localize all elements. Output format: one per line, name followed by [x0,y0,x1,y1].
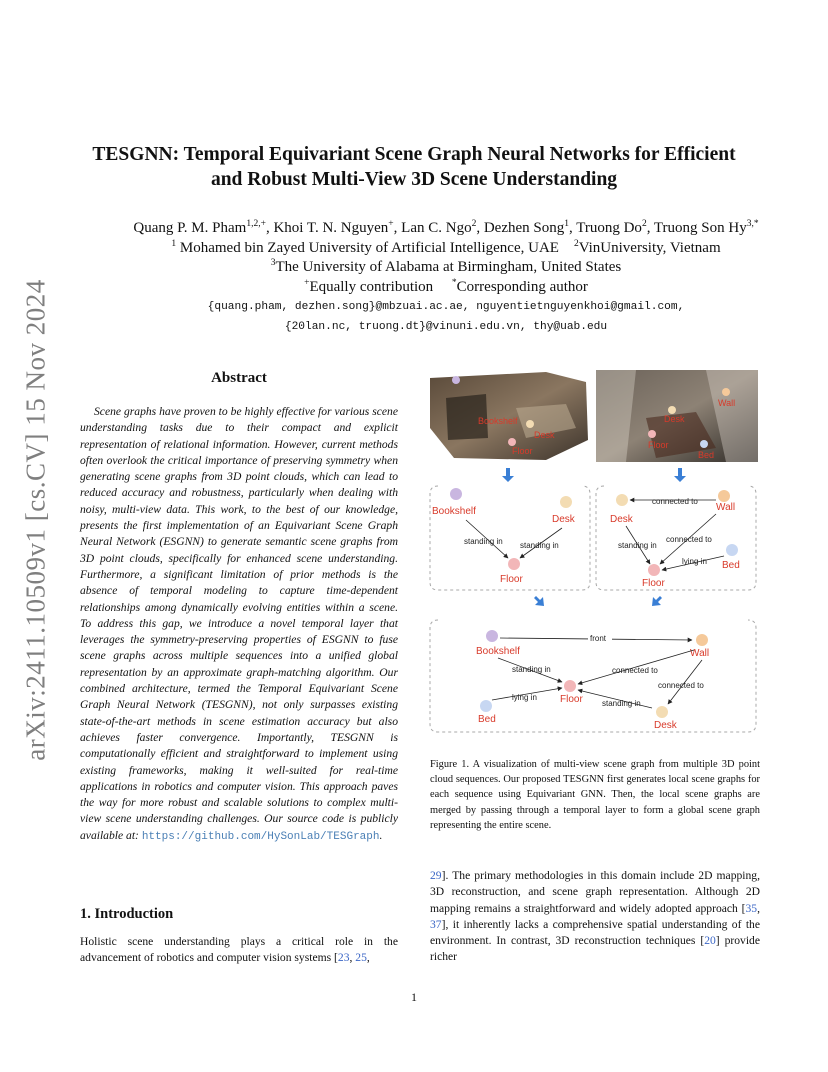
citation-link[interactable]: 23 [337,951,350,965]
node-floor [508,558,520,570]
intro-tail: , [366,951,370,965]
section-heading-introduction: 1. Introduction [80,906,174,922]
arxiv-id: arXiv:2411.10509v1 [cs.CV] 15 Nov 2024 [20,279,51,761]
pointcloud-image-right [596,370,758,462]
paper-title [60,142,768,192]
node-wall [696,634,708,646]
author-name: Quang P. M. Pham [133,220,247,236]
node-bed [726,544,738,556]
global-scene-graph [476,630,709,731]
local-scene-graph-2 [610,490,740,589]
arrow-down-icon [674,468,686,482]
body-text: ], it inherently lacks a comprehensive spatial understanding of the environment. In contrast, 3D reconstruction techniques [ [430,917,760,948]
note-sup: + [304,277,310,288]
pc-node-desk-2 [668,406,676,414]
author-name: Truong Son Hy [653,220,747,236]
body-text: ]. The primary methodologies in this domain include 2D mapping, 3D reconstruction, and scene graph representation. Although 2D mapping remains a straightforward and widely adopted approach [ [430,869,760,915]
pc-node-wall [722,388,730,396]
intro-paragraph [80,934,398,967]
figure-caption: Figure 1. A visualization of multi-view scene graph from multiple 3D point cloud sequences. Our proposed TESGNN first generates local scene graphs for each sequence using Equivariant GNN. Then, the local scene graphs are merged by passing through a temporal layer to form a global scene graph representing the entire scene. [430,759,760,831]
affiliation-line-2 [60,258,828,278]
node-label-desk: Desk [610,514,633,525]
node-desk [616,494,628,506]
merge-arrows [534,596,662,606]
edge-label: connected to [612,666,658,675]
node-label-desk: Desk [654,720,677,731]
body-paragraph-right [430,868,760,966]
edge-label: connected to [658,681,704,690]
email-line-1: {quang.pham, dezhen.song}@mbzuai.ac.ae, nguyentietnguyenkhoi@gmail.com, [207,301,685,313]
node-bookshelf [486,630,498,642]
author-list: Quang P. M. Pham$^{1,2,+}$, Khoi T. N. Nguyen+, Lan C. Ngo$^2$, Dezhen Song$^1$, Truong Do$^2$, Truong Son $Hy^{3,*}$ [133,219,759,236]
equal-contribution: Equally contribution [309,278,434,295]
email-line-2: {20lan.nc, truong.dt}@vinuni.edu.vn, thy@uab.edu [284,321,608,333]
contribution-note [60,278,828,298]
citation-link[interactable]: 35 [745,901,758,915]
citation-link[interactable]: 25 [355,951,367,965]
aff-sup: 3 [270,258,276,268]
corresponding-author: Corresponding author [456,278,588,295]
arrow-diagonal-icon [534,596,544,606]
abstract-text [80,404,398,845]
author-sup: 1 [564,219,569,229]
pc-node-desk [526,420,534,428]
figure-1 [426,368,760,740]
arrow-diagonal-icon [652,596,662,606]
figure-1-svg [426,368,760,740]
edge-label: connected to [666,535,712,544]
node-label-bookshelf: Bookshelf [476,646,520,657]
pc-label-bed: Bed [698,450,715,460]
edge-label: standing in [618,541,657,550]
author-sup: + [388,219,394,229]
citation-link[interactable]: 20 [704,934,716,948]
title-line-2: and Robust Multi-View 3D Scene Understanding [210,169,618,190]
arxiv-sidebar [6,280,66,760]
node-label-desk: Desk [552,514,575,525]
node-label-wall: Wall [716,502,736,513]
node-desk [656,706,668,718]
affiliation-2: VinUniversity, Vietnam [578,239,721,256]
author-sup: 2 [641,219,647,229]
citation-link[interactable]: 29 [430,869,442,882]
edge-label: connected to [652,497,698,506]
edge-label: standing in [520,541,559,550]
edge-label: lying in [512,693,537,702]
edge-label: standing in [602,699,641,708]
node-label-floor: Floor [642,578,665,589]
source-code-link[interactable]: https://github.com/HySonLab/TESGraph [141,830,380,843]
edge-label: standing in [512,665,551,674]
author-name: Khoi T. N. Nguyen [273,220,389,236]
author-block [60,219,828,337]
author-sup: 2 [471,219,477,229]
local-scene-graph-1 [432,488,576,585]
intro-text: Holistic scene understanding plays a critical role in the advancement of robotics and computer vision systems [ [80,935,398,965]
edge-label: standing in [464,537,503,546]
author-name: Truong Do [576,220,642,236]
aff-sup: 1 [171,238,177,249]
node-wall [718,490,730,502]
node-label-bookshelf: Bookshelf [432,506,476,517]
flow-arrows [502,468,686,482]
page-number: 1 [411,990,417,1004]
body-text: ] provide richer [430,934,760,964]
note-sup: * [451,277,457,288]
pc-node-bed [700,440,708,448]
author-sup: 1,2,+ [246,219,266,229]
node-label-floor: Floor [560,694,583,705]
affiliation-1: Mohamed bin Zayed University of Artificial Intelligence, UAE [179,239,559,256]
node-label-bed: Bed [722,560,740,571]
affiliation-line-1 [60,239,828,259]
node-bookshelf [450,488,462,500]
aff-sup: 2 [573,238,579,249]
node-bed [480,700,492,712]
citation-link[interactable]: 37 [430,917,442,931]
citation-sep: , [757,901,760,915]
pc-label-desk: Desk [534,430,555,440]
pc-node-floor-2 [648,430,656,438]
node-floor [648,564,660,576]
node-label-bed: Bed [478,714,496,725]
pc-label-desk-2: Desk [664,414,685,424]
abstract-body: Scene graphs have proven to be highly effective for various scene understanding tasks due to their compact and explicit representation of relational information. However, current methods often overlook the critical importance of preserving symmetry when generating scene graphs from 3D point clouds, which can lead to reduced accuracy and robustness, particularly when dealing with noisy, multi-view data. This work, to the best of our knowledge, presents the first implementation of an Equivariant Scene Graph Neural Network (ESGNN) to generate semantic scene graphs from 3D point clouds, specifically for enhanced scene understanding. Furthermore, a significant limitation of prior methods is the absence of temporal modeling to capture time-dependent relationships among dynamically evolving entities within a scene. To address this gap, we introduce a novel temporal layer that leverages the symmetry-preserving properties of ESGNN to fuse scene graphs across multiple sequences into a unified global representation by an approximate graph-matching algorithm. Our combined architecture, termed the Temporal Equivariant Scene Graph Neural Network (TESGNN), not only surpasses existing state-of-the-art methods in scene estimation accuracy but also achieves faster convergence. Importantly, TESGNN is computationally efficient and straightforward to implement using existing frameworks, making it well-suited for real-time applications in robotics and computer vision. This approach paves the way for more robust and scalable solutions to complex multi-view scene understanding challenges. Our source code is publicly available at: [80,405,398,842]
edge-label: front [590,634,607,643]
pointcloud-image-left [430,372,588,460]
node-label-floor: Floor [500,574,523,585]
arrow-down-icon [502,468,514,482]
affiliation-3: The University of Alabama at Birmingham, United States [275,259,622,275]
abstract-heading: Abstract [211,370,267,386]
pc-label-floor: Floor [512,446,533,456]
pc-label-wall: Wall [718,398,736,408]
pc-node-floor [508,438,516,446]
title-line-1: TESGNN: Temporal Equivariant Scene Graph Neural Networks for Efficient [92,144,736,165]
edge-label: lying in [682,557,707,566]
pc-label-bookshelf: Bookshelf [478,416,518,426]
node-desk [560,496,572,508]
abstract-end: . [379,828,383,842]
citation-sep: , [349,951,356,965]
author-sup: 3,* [746,219,759,229]
author-name: Dezhen Song [483,220,565,236]
node-label-wall: Wall [690,648,710,659]
author-name: Lan C. Ngo [401,220,472,236]
node-floor [564,680,576,692]
pc-label-floor-2: Floor [648,440,669,450]
pc-node-bookshelf [452,376,460,384]
